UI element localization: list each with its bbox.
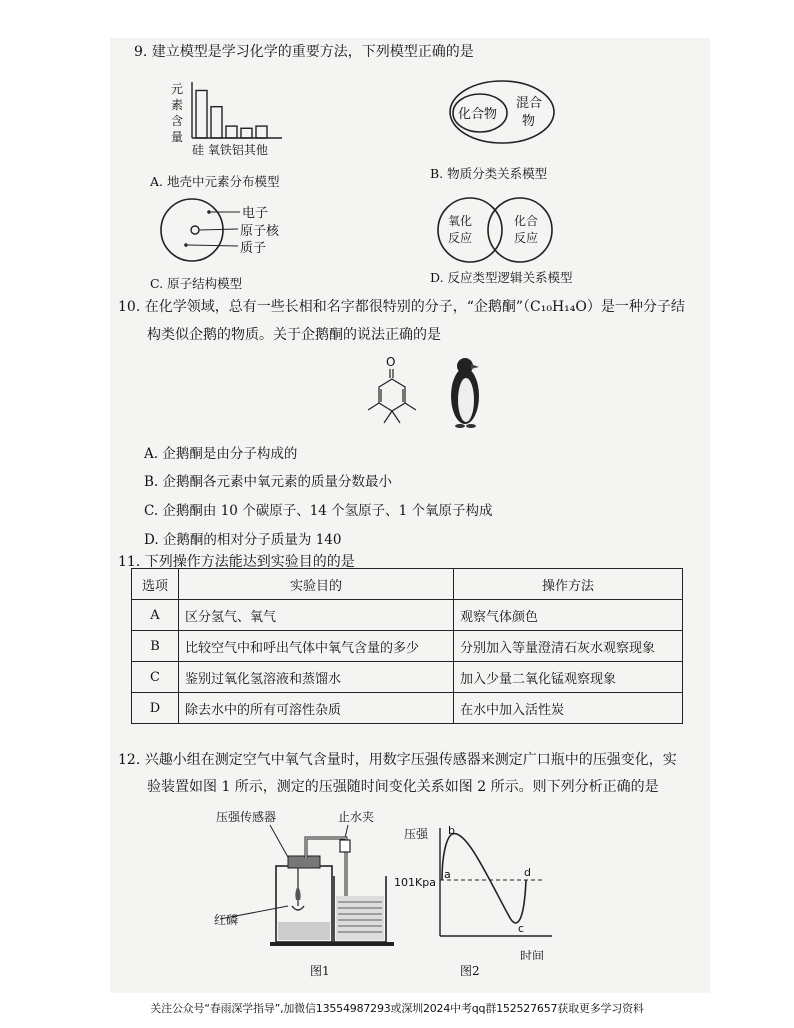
q9d-left-label-2: 反应: [448, 231, 473, 245]
q9a-bar-model: [168, 78, 288, 158]
clamp: [340, 840, 350, 852]
q10-option-d: D. 企鹅酮的相对分子质量为 140: [144, 532, 342, 548]
methyl-bottom-right: [392, 411, 400, 423]
fig2-caption: 图2: [460, 964, 480, 978]
q9c-electron-dot: [207, 210, 211, 214]
penguin-foot-right: [466, 424, 476, 428]
methyl-right: [405, 403, 416, 410]
table-row: [132, 631, 683, 662]
q9c-caption: C. 原子结构模型: [150, 276, 243, 291]
table-row: [132, 662, 683, 693]
fig1-apparatus: [210, 806, 410, 948]
q11-stem: 11. 下列操作方法能达到实验目的的是: [118, 554, 355, 570]
jar-water: [278, 922, 330, 940]
fig1-caption: 图1: [310, 964, 330, 978]
row-b-option: B: [132, 631, 179, 662]
q9c-proton-label: 质子: [240, 241, 267, 256]
q10-option-a: A. 企鹅酮是由分子构成的: [144, 446, 298, 462]
burning-spoon: [292, 906, 304, 910]
fig2-pressure-curve: [442, 834, 526, 923]
beaker-water: [336, 896, 384, 940]
fig2-point-b: b: [448, 824, 455, 837]
q10-stem-line2: 构类似企鹅的物质。关于企鹅酮的说法正确的是: [147, 327, 441, 343]
row-c-option: C: [132, 662, 179, 693]
q9a-bar-1: [211, 107, 222, 138]
q9-stem: 9. 建立模型是学习化学的重要方法，下列模型正确的是: [134, 44, 474, 60]
sensor-label: 压强传感器: [216, 810, 277, 824]
q9d-right-circle: [488, 198, 552, 262]
q9a-bar-2: [226, 126, 237, 138]
q9c-proton-dot: [184, 243, 188, 247]
flame-icon: [295, 886, 300, 900]
q9a-bar-3: [241, 128, 252, 138]
q9d-venn-model: [436, 194, 556, 266]
q11-table: [131, 568, 683, 724]
q10-option-c: C. 企鹅酮由 10 个碳原子、14 个氢原子、1 个氧原子构成: [144, 503, 493, 519]
header-method: 操作方法: [454, 569, 683, 600]
q9a-ylabel-2: 含: [171, 114, 184, 128]
fig2-point-d: d: [524, 866, 531, 879]
jar-stopper: [288, 856, 320, 868]
header-option: 选项: [132, 569, 179, 600]
q9d-left-label-1: 氧化: [448, 214, 473, 228]
row-d-option: D: [132, 693, 179, 724]
table-row: [132, 693, 683, 724]
q9d-left-circle: [438, 198, 502, 262]
fig2-pressure-chart: [392, 818, 562, 960]
ring: [379, 379, 405, 411]
q9b-outer-label-1: 混合: [516, 96, 543, 111]
fig2-ylabel: 压强: [404, 827, 429, 841]
row-b-method: 分别加入等量澄清石灰水观察现象: [454, 631, 683, 662]
row-c-method: 加入少量二氧化锰观察现象: [454, 662, 683, 693]
q9d-right-label-1: 化合: [514, 214, 539, 228]
fig2-xlabel: 时间: [520, 949, 545, 960]
table-row: [132, 600, 683, 631]
q9d-caption: D. 反应类型逻辑关系模型: [430, 270, 573, 285]
q9c-nucleus-label: 原子核: [240, 224, 280, 239]
q12-stem-line2: 验装置如图 1 所示，测定的压强随时间变化关系如图 2 所示。则下列分析正确的是: [147, 779, 659, 795]
q9c-nucleus: [191, 226, 199, 234]
q9a-ylabel-3: 量: [171, 130, 184, 144]
q9b-classification-model: [446, 76, 576, 148]
q9a-xlabels: 硅 氧铁铝其他: [192, 143, 268, 157]
q9d-right-label-2: 反应: [514, 231, 539, 245]
row-a-method: 观察气体颜色: [454, 600, 683, 631]
methyl-bottom-left: [384, 411, 392, 423]
phosphorus-label: 红磷: [214, 913, 239, 927]
row-c-purpose: 鉴别过氧化氢溶液和蒸馏水: [179, 662, 454, 693]
methyl-left: [368, 403, 379, 410]
row-a-option: A: [132, 600, 179, 631]
q9b-inner-label: 化合物: [458, 107, 498, 122]
penguin-foot-left: [455, 424, 465, 428]
q9b-outer-label-2: 物: [522, 114, 536, 129]
row-d-method: 在水中加入活性炭: [454, 693, 683, 724]
footer-note: 关注公众号“春雨深学指导”,加微信13554987293或深圳2024中考qq群152527657获取更多学习资料: [150, 1002, 644, 1015]
carbonyl-oxygen-label: O: [386, 355, 396, 369]
row-a-purpose: 区分氢气、氧气: [179, 600, 454, 631]
penguin-beak: [471, 364, 479, 369]
table-header-row: [132, 569, 683, 600]
q10-stem-line1: 10. 在化学领域，总有一些长相和名字都很特别的分子，“企鹅酮”（C₁₀H₁₄O）是一种分子结: [118, 299, 685, 315]
q9a-ylabel-0: 元: [171, 82, 184, 96]
penguin-belly: [458, 378, 474, 422]
base: [270, 942, 394, 946]
fig2-ref-label: 101Kpa: [394, 876, 436, 889]
q9a-bars: [196, 90, 267, 138]
penguin-image: [444, 352, 486, 430]
row-b-purpose: 比较空气中和呼出气体中氧气含量的多少: [179, 631, 454, 662]
q9a-bar-0: [196, 90, 207, 138]
header-purpose: 实验目的: [179, 569, 454, 600]
q9b-caption: B. 物质分类关系模型: [430, 166, 548, 181]
penguinone-structure: [362, 352, 422, 432]
q12-stem-line1: 12. 兴趣小组在测定空气中氧气含量时，用数字压强传感器来测定广口瓶中的压强变化，实: [118, 752, 677, 768]
q9a-bar-4: [256, 126, 267, 138]
row-d-purpose: 除去水中的所有可溶性杂质: [179, 693, 454, 724]
q9c-atom-model: [158, 196, 298, 264]
q9a-ylabel-1: 素: [171, 98, 184, 112]
q9a-caption: A. 地壳中元素分布模型: [150, 174, 280, 189]
fig2-point-c: c: [518, 922, 525, 935]
q9c-nucleus-leader: [199, 229, 238, 230]
q9c-electron-label: 电子: [242, 206, 269, 221]
q10-option-b: B. 企鹅酮各元素中氧元素的质量分数最小: [144, 474, 393, 490]
fig2-point-a: a: [444, 868, 451, 881]
q9c-proton-leader: [188, 245, 238, 246]
clamp-label: 止水夹: [338, 810, 375, 824]
penguin-head: [457, 358, 473, 374]
